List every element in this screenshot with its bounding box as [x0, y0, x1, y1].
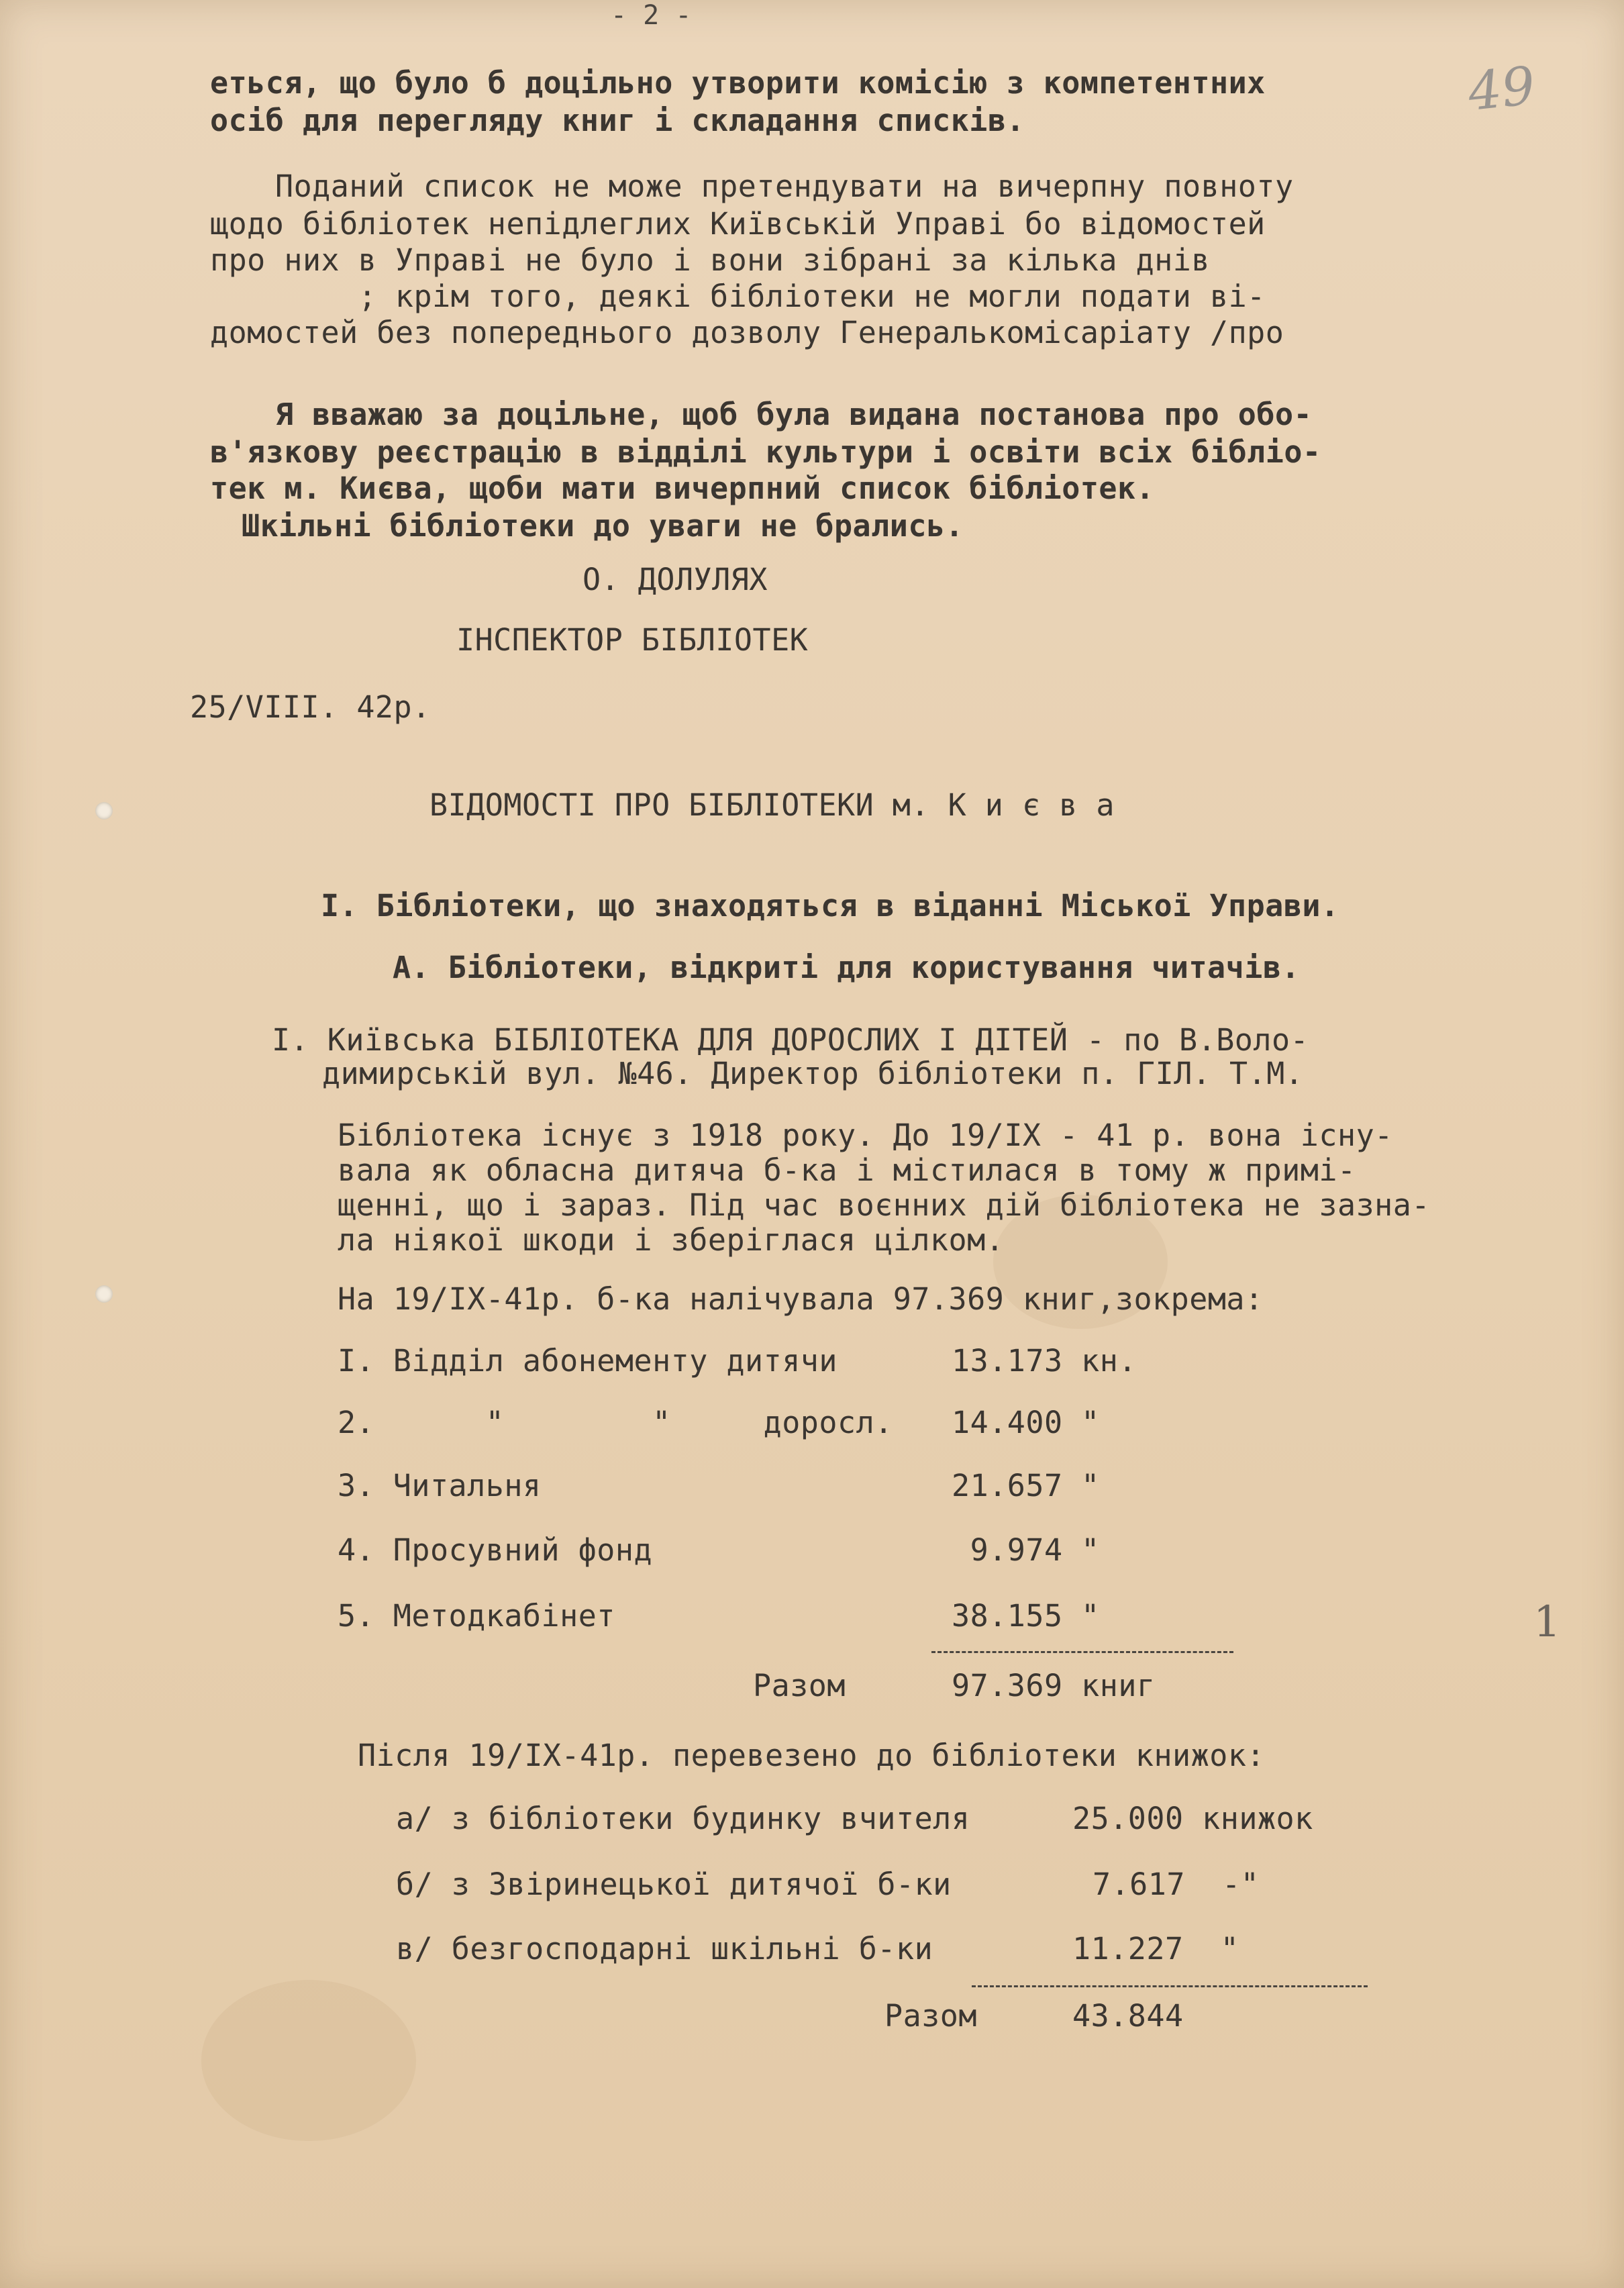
holdings-label: І. Відділ абонементу дитячи — [338, 1343, 838, 1379]
item-heading-line: димирській вул. №46. Директор бібліотеки п. ГІЛ. Т.М. — [322, 1056, 1304, 1091]
punch-hole — [95, 802, 113, 819]
holdings-label: 2. " " доросл. — [338, 1405, 893, 1440]
signature-name: О. ДОЛУЛЯХ — [582, 562, 768, 597]
transfer-value: 25.000 книжок — [1072, 1801, 1313, 1836]
paragraph-line: щодо бібліотек непідлеглих Київській Управі бо відомостей — [210, 206, 1266, 242]
sum-rule — [931, 1651, 1233, 1653]
section-heading: І. Бібліотеки, що знаходяться в віданні Міської Управи. — [321, 888, 1339, 924]
transfer-label: б/ з Звіринецької дитячої б-ки — [396, 1867, 952, 1902]
holdings-value: 14.400 " — [952, 1405, 1100, 1440]
paragraph-line: ; крім того, деякі бібліотеки не могли подати ві- — [210, 279, 1266, 314]
transfer-value: 7.617 -" — [1093, 1867, 1260, 1902]
total-label: Разом — [753, 1668, 846, 1703]
paragraph-line: Я вважаю за доцільне, щоб була видана постанова про обо- — [275, 397, 1313, 432]
item-heading-line: І. Київська БІБЛІОТЕКА ДЛЯ ДОРОСЛИХ І ДІТЕЙ - по В.Воло- — [272, 1022, 1309, 1058]
transfer-label: а/ з бібліотеки будинку вчителя — [396, 1801, 970, 1836]
item-paragraph-line: ла ніякої шкоди і зберіглася цілком. — [338, 1222, 1005, 1258]
transfer-total-label: Разом — [884, 1998, 977, 2034]
margin-mark: 1 — [1533, 1597, 1561, 1647]
transfer-value: 11.227 " — [1072, 1931, 1239, 1967]
document-title: ВІДОМОСТІ ПРО БІБЛІОТЕКИ м. К и є в а — [429, 787, 1115, 823]
paragraph-line: Поданий список не може претендувати на вичерпну повноту — [275, 168, 1294, 204]
document-date: 25/VIII. 42р. — [190, 689, 431, 725]
archive-folio-number: 49 — [1465, 56, 1538, 123]
subsection-heading: А. Бібліотеки, відкриті для користування читачів. — [393, 950, 1301, 985]
transfer-total-value: 43.844 — [1072, 1998, 1184, 2034]
paragraph-line: Шкільні бібліотеки до уваги не брались. — [242, 508, 964, 544]
paragraph-line: тек м. Києва, щоби мати вичерпний список бібліотек. — [210, 470, 1155, 506]
sum-rule — [972, 1985, 1368, 1987]
holdings-value: 9.974 " — [952, 1532, 1100, 1568]
item-paragraph-line: щенні, що і зараз. Під час воєнних дій бібліотека не зазна- — [338, 1187, 1430, 1223]
paragraph-line: домостей без попереднього дозволу Генералькомісаріату /про — [210, 315, 1284, 350]
holdings-label: 5. Методкабінет — [338, 1598, 615, 1634]
total-value: 97.369 книг — [952, 1668, 1156, 1703]
transfer-label: в/ безгосподарні шкільні б-ки — [396, 1931, 933, 1967]
transfer-intro: Після 19/IX-41р. перевезено до бібліотеки книжок: — [358, 1738, 1266, 1773]
item-paragraph-line: Бібліотека існує з 1918 року. До 19/IX - 41 р. вона існу- — [338, 1117, 1393, 1153]
paragraph-line: про них в Управі не було і вони зібрані за кілька днів — [210, 242, 1210, 278]
paragraph-line: в'язкову реєстрацію в відділі культури і освіти всіх бібліо- — [210, 434, 1321, 470]
punch-hole — [95, 1285, 113, 1303]
signature-title: ІНСПЕКТОР БІБЛІОТЕК — [456, 622, 809, 658]
holdings-intro: На 19/IX-41р. б-ка налічувала 97.369 книг,зокрема: — [338, 1281, 1264, 1317]
paper-stain — [201, 1980, 416, 2141]
holdings-label: 4. Просувний фонд — [338, 1532, 653, 1568]
holdings-value: 13.173 кн. — [952, 1343, 1137, 1379]
paragraph-line: осіб для перегляду книг і складання списків. — [210, 103, 1025, 138]
holdings-value: 21.657 " — [952, 1468, 1100, 1503]
item-paragraph-line: вала як обласна дитяча б-ка і містилася в тому ж примі- — [338, 1152, 1356, 1188]
holdings-label: 3. Читальня — [338, 1468, 542, 1503]
paragraph-line: еться, що було б доцільно утворити комісію з компетентних — [210, 65, 1266, 101]
page-number: - 2 - — [611, 0, 692, 31]
holdings-value: 38.155 " — [952, 1598, 1100, 1634]
